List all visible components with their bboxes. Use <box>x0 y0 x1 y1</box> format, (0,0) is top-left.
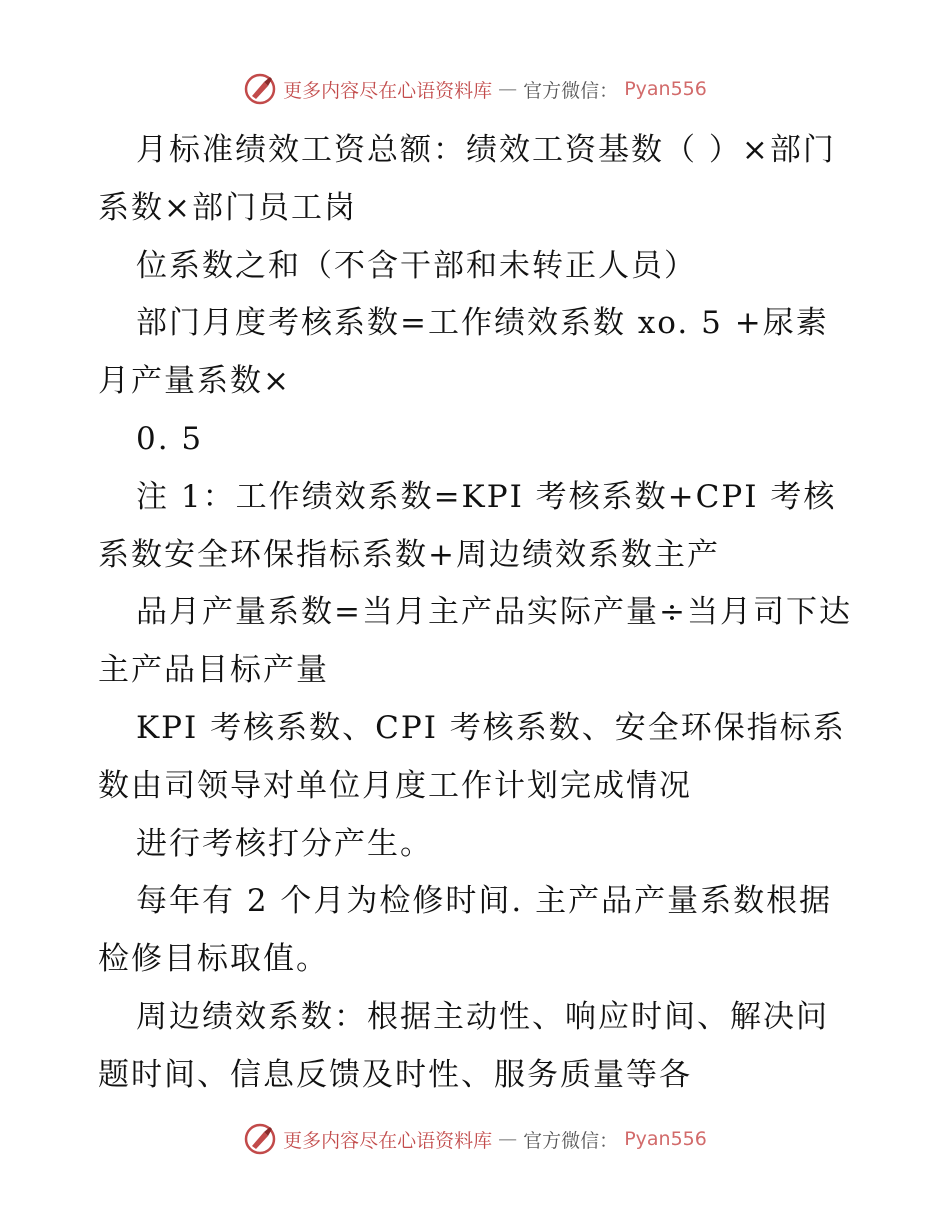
paragraph: 注 1：工作绩效系数=KPI 考核系数+CPI 考核系数安全环保指标系数+周边绩效系数主产 <box>98 478 837 573</box>
footer-watermark-banner <box>0 1122 950 1156</box>
banner-text: 更多内容尽在心语资料库 <box>283 1129 493 1152</box>
header-watermark-banner <box>0 72 950 106</box>
paragraph: 月标准绩效工资总额：绩效工资基数（ ）×部门系数×部门员工岗 <box>98 132 836 226</box>
quill-pen-logo-icon <box>243 1122 277 1156</box>
banner-wechat-id: Pyan556 <box>624 1128 707 1150</box>
quill-pen-logo-icon <box>243 72 277 106</box>
banner-wechat-id: Pyan556 <box>624 78 707 100</box>
paragraph: KPI 考核系数、CPI 考核系数、安全环保指标系数由司领导对单位月度工作计划完成情况 <box>98 709 846 804</box>
banner-separator: — <box>498 1128 518 1150</box>
banner-wechat-label: 官方微信： <box>523 1129 619 1152</box>
paragraph: 位系数之和（不含干部和未转正人员） <box>136 247 697 284</box>
paragraph: 品月产量系数=当月主产品实际产量÷当月司下达主产品目标产量 <box>98 594 852 689</box>
paragraph: 进行考核打分产生。 <box>136 825 433 862</box>
document-body <box>98 122 858 1105</box>
paragraph: 每年有 2 个月为检修时间. 主产品产量系数根据检修目标取值。 <box>98 883 833 978</box>
paragraph: 部门月度考核系数=工作绩效系数 xo. 5 +尿素月产量系数× <box>98 305 829 400</box>
paragraph: 0. 5 <box>136 420 204 457</box>
banner-separator: — <box>498 78 518 100</box>
banner-wechat-label: 官方微信： <box>523 79 619 102</box>
banner-text: 更多内容尽在心语资料库 <box>283 79 493 102</box>
paragraph: 周边绩效系数：根据主动性、响应时间、解决问题时间、信息反馈及时性、服务质量等各 <box>98 998 829 1093</box>
